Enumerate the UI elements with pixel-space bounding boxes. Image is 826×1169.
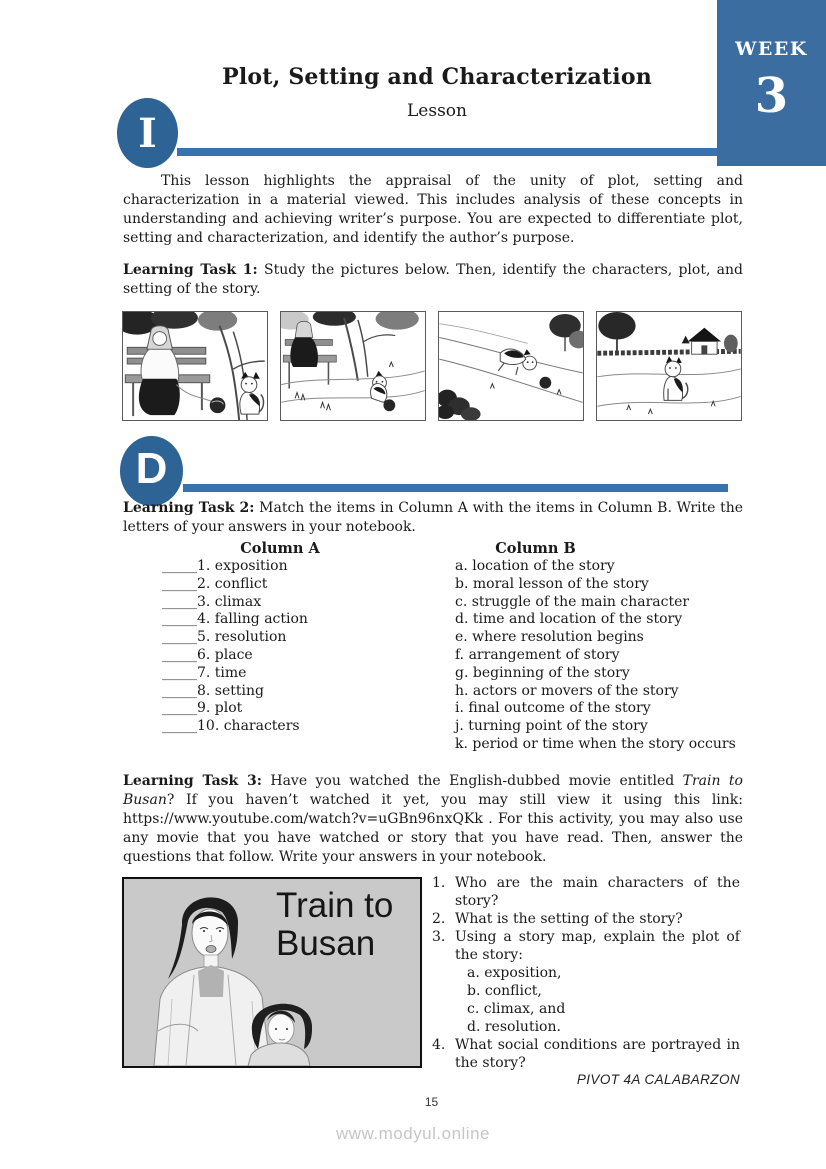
column-a-item: _____1. exposition [162,558,288,574]
task1-label: Learning Task 1: [123,262,258,278]
question-3-subitems [467,964,740,1036]
question-item-4 [432,1036,740,1072]
questions-list [432,874,740,1072]
section-d-letter: D [135,444,168,493]
section-d-rule [183,484,728,492]
section-d-badge [120,436,183,506]
question-text: What social conditions are portrayed in the story? [455,1037,740,1071]
column-a-item: _____10. characters [162,718,300,735]
story-panels [122,311,742,421]
watermark: www.modyul.online [335,1124,490,1143]
column-a-header: Column A [240,540,320,557]
column-b-item: i. final outcome of the story [455,700,651,717]
task3-paragraph [123,772,743,867]
column-b-item: f. arrangement of story [455,646,620,663]
task2-label: Learning Task 2: [123,500,255,516]
poster-title-line2: Busan [276,924,376,963]
movie-poster [122,877,422,1068]
question-number: 1. [432,875,446,891]
column-b-item: h. actors or movers of the story [455,682,679,699]
column-a-item: _____6. place [162,646,253,663]
column-b-item: a. location of the story [455,558,615,574]
poster-title-line1: Train to [276,886,394,925]
movie-poster-image [124,879,420,1066]
story-panel-2 [280,311,426,421]
story-panel-4 [596,311,742,421]
question-subitem: c. climax, and [467,1001,566,1017]
question-text: Using a story map, explain the plot of the story: [455,929,740,963]
column-a-item: _____5. resolution [162,629,287,646]
story-panel-3 [438,311,584,421]
story-panel-3-image [439,312,583,420]
question-subitem: d. resolution. [467,1019,561,1035]
column-a-item: _____9. plot [162,700,243,717]
story-panel-4-image [597,312,741,420]
section-i-badge [117,98,178,168]
task3-label: Learning Task 3: [123,773,262,789]
question-number: 4. [432,1037,446,1053]
column-b-item: k. period or time when the story occurs [455,735,736,752]
question-text: Who are the main characters of the story? [455,875,740,909]
column-b-item: e. where resolution begins [455,629,644,646]
column-b-header: Column B [495,540,576,557]
column-a-list [162,558,308,736]
question-item-1 [432,874,740,910]
question-subitem: a. exposition, [467,965,562,981]
column-b-item: b. moral lesson of the story [455,575,649,592]
question-item-3 [432,928,740,964]
footer-brand: PIVOT 4A CALABARZON [576,1072,740,1087]
story-panel-1 [122,311,268,421]
week-label: WEEK [735,38,808,60]
question-number: 3. [432,929,446,945]
movie-title-italic: Train to Busan [123,773,743,808]
column-a-item: _____3. climax [162,593,262,610]
column-a-item: _____2. conflict [162,575,268,592]
column-b-item: c. struggle of the main character [455,593,690,610]
page-number: 15 [424,1095,439,1109]
section-i-rule [177,148,717,156]
page-subtitle: Lesson [407,101,467,121]
question-item-2 [432,910,740,928]
task2-text: Match the items in Column A with the items in Column B. Write the letters of your answers in your notebook. [123,500,743,535]
task3-text-2: ? If you haven’t watched it yet, you may still view it using this link: https://www.youtube.com/watch?v=uGBn96nxQKk . For this activity, you may also use any movie that you have watched or story that you have read. Then, answer the questions that follow. Write your answers in your notebook. [123,792,743,865]
section-i-letter: I [138,109,157,157]
task1-paragraph [123,261,743,299]
story-panel-2-image [281,312,425,420]
story-panel-1-image [123,312,267,420]
column-b-list [455,558,736,754]
column-b-item: j. turning point of the story [455,718,648,735]
task3-text-1: Have you watched the English-dubbed movie entitled [261,773,683,789]
column-a-item: _____4. falling action [162,611,308,628]
question-text: What is the setting of the story? [455,911,683,927]
page-title: Plot, Setting and Characterization [222,64,652,90]
question-number: 2. [432,911,446,927]
week-number: 3 [754,68,789,124]
task2-paragraph [123,499,743,537]
column-a-item: _____8. setting [162,682,264,699]
column-b-item: d. time and location of the story [455,611,683,628]
column-a-item: _____7. time [162,664,247,681]
question-subitem: b. conflict, [467,983,542,999]
task1-text: Study the pictures below. Then, identify the characters, plot, and setting of the story. [123,262,743,297]
intro-paragraph: This lesson highlights the appraisal of the unity of plot, setting and characterization in a material viewed. This includes analysis of these concepts in understanding and achieving writer’s purpose. You are expected to differentiate plot, setting and characterization, and identify the author’s purpose. [123,173,743,246]
column-b-item: g. beginning of the story [455,664,630,681]
